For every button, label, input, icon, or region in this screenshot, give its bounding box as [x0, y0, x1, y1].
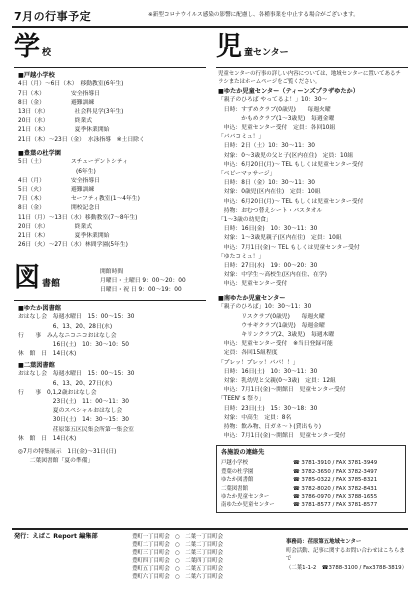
list-item: 「パパコミュ！」 — [218, 134, 265, 141]
list-item: 21日（木） 夏季休業開始 — [18, 127, 110, 134]
list-item: 申込：7月1日(金)〜 TEL もしくは児童センター受付 — [218, 244, 360, 251]
office-line: 町会活動、記事に関するお問い合わせはこちらまで — [286, 547, 405, 562]
list-item: 対象：中高生 定員：8名 — [218, 414, 292, 421]
footer — [12, 532, 408, 584]
section-heading: ■ゆたか図書館 — [18, 305, 61, 312]
list-item: おはなし会 毎週水曜日 15：00〜15：30 — [18, 371, 135, 378]
list-item: 5日（火） 避難訓練 — [18, 186, 95, 193]
list-item: 対象：0歳児(区内在住) 定員：10組 — [218, 189, 321, 196]
school-heading — [14, 34, 51, 60]
list-item: 4日（月）〜6日（木） 移動教室(6年生) — [18, 81, 124, 88]
library-hours — [100, 268, 210, 296]
children-intro: 児童センターの行事の詳しい内容については、地域センターに置いてあるチラシまたはホームページをご覧ください。 — [218, 71, 401, 85]
list-item: リスクラブ(0歳児) 毎週火曜 — [218, 313, 325, 320]
list-item: 申込：7月1日(金)〜開館日 児童センター受付 — [218, 433, 346, 440]
list-item: 6、13、20、27日(水) — [18, 380, 113, 387]
hours-line: 日曜日・祝 日 9：00〜19：00 — [100, 287, 182, 294]
contact-name: 豊葉の杜学園 — [221, 468, 254, 475]
list-item: 日時：16日(金) 10：30〜11：30 — [218, 226, 318, 233]
footer-divider — [12, 528, 408, 530]
list-item: 30日(土) 14：30〜15：30 — [18, 417, 129, 424]
header-divider — [12, 26, 408, 28]
library-label: 書館 — [41, 279, 60, 289]
hours-line: 月曜日・土曜日 9：00〜20：00 — [100, 278, 186, 285]
list-item: 7日（木） セーフティ教室(1〜4年生) — [18, 196, 140, 203]
list-item: 対象：1〜3歳児親子(区内在住) 定員：10組 — [218, 235, 342, 242]
contacts-box — [216, 445, 406, 513]
list-item: 持物：飲み物、日ガネ〜ト(貸出もり) — [218, 424, 322, 430]
contact-row — [221, 493, 401, 501]
contact-tel: ☎ 3781-8577 / FAX 3781-8577 — [293, 502, 378, 509]
page-title: 7月の行事予定 — [14, 10, 92, 23]
list-item: 23日(土) 11：00〜11：30 — [18, 398, 129, 405]
list-item: 8日（金） 避難訓練 — [18, 99, 95, 106]
list-item: 21日（木） 夏季休業開始 — [18, 232, 110, 239]
list-item: 「1〜3歳の幼児食」 — [218, 217, 272, 223]
children-section-minami-yutaka — [218, 295, 408, 441]
list-item: 20日（水） 終業式 — [18, 118, 93, 125]
section-heading: ■豊葉の杜学園 — [18, 150, 61, 157]
list-item: 日時：2日（土）10：30〜11：30 — [218, 143, 315, 150]
footer-publisher: 発行：えばこ Report 編集部 — [14, 533, 98, 540]
list-item: 「ベビーマッサージ」 — [218, 170, 276, 177]
contact-tel: ☎ 3782-3650 / FAX 3782-3497 — [293, 468, 378, 475]
list-item: 休 館 日 14日(木) — [18, 351, 77, 358]
list-item: 日時：16日(土) 10：30〜11：30 — [218, 368, 318, 375]
contact-tel: ☎ 3785-0322 / FAX 3785-8321 — [293, 477, 378, 484]
library-section-yutaka — [18, 305, 208, 359]
list-item: 日時：27日(水) 19：00〜20：30 — [218, 263, 318, 270]
list-item: 申込：7月1日(金)〜開館日 児童センター受付 — [218, 387, 346, 394]
list-item: 休 館 日 14日(木) — [18, 435, 77, 442]
list-item: 6、13、20、28日(水) — [18, 323, 113, 330]
list-item: 夏のスペシャルおはなし会 — [18, 408, 123, 415]
list-item: 行 事 0,1,2歳おはなし会 — [18, 389, 97, 396]
children-label: 童センター — [243, 48, 289, 58]
contacts-title: 各施設の連絡先 — [221, 449, 265, 456]
list-item: 対象：0〜3歳児の父と子(区内在住) 定員：10組 — [218, 152, 354, 159]
list-item: 21日（木）〜23日（金） 水泳指導 ※土日除く — [18, 136, 145, 143]
list-item: 日時：23日(土) 15：30〜18：30 — [218, 405, 318, 412]
contact-row — [221, 459, 401, 467]
list-item: 「親子のひろば やってるよ！」10：30〜 — [218, 97, 328, 104]
list-item: 7日（木） 安全指導日 — [18, 90, 100, 97]
office-line: 事務局：荏原第五地域センター — [286, 539, 362, 545]
list-item: 荏原第五区民集会所第一集会室 — [18, 426, 134, 433]
list-item: 13日（水） 社会科見学(3年生) — [18, 108, 124, 115]
list-item: 申込：6月20日(月)〜 TEL もしくは児童センター受付 — [218, 161, 364, 168]
list-item: 「プレッ！プレッ！パパ！！」 — [218, 359, 299, 366]
hours-line: 開館時間 — [100, 269, 124, 275]
list-item: 「TEEN' s 祭り」 — [218, 396, 265, 403]
list-item: 定員：各回15組程度 — [218, 350, 278, 357]
office-line: （二葉1-1-2 ☎3788-3100 / Fax3788-3819） — [286, 564, 407, 571]
list-item: 申込：児童センター受付 ※当日登録可能 — [218, 341, 333, 348]
contact-name: ゆたか児童センター — [221, 493, 270, 500]
list-item: 16日(土) 10：30〜10：50 — [18, 341, 129, 348]
list-item: 日時：8日（金）10：30〜11：30 — [218, 180, 315, 187]
list-item: 8日（金） 開校記念日 — [18, 205, 100, 212]
list-item: ウサギクラブ(1歳児) 毎週金曜 — [218, 322, 325, 329]
list-item: 日時：すずめクラブ(0歳児) 毎週火曜 — [218, 106, 331, 113]
children-divider — [216, 67, 408, 68]
list-item: 申込：6月20日(月)〜 TEL もしくは児童センター受付 — [218, 198, 364, 205]
library-section-futaba — [18, 362, 208, 444]
library-heading — [14, 265, 60, 291]
contact-row — [221, 468, 401, 476]
school-label: 校 — [41, 48, 51, 58]
list-item: おはなし会 毎週水曜日 15：00〜15：30 — [18, 314, 135, 321]
contact-row — [221, 485, 401, 493]
library-kanji: 図 — [14, 263, 41, 293]
footer-office — [286, 538, 406, 572]
section-heading: ■ゆたか児童センター（ティーンズプラザゆたか） — [218, 88, 359, 95]
library-feature-exhibit — [18, 448, 208, 466]
list-item: かもめクラブ(1〜3歳児) 毎週金曜 — [218, 115, 335, 122]
list-item: 「親子のひろば」10：30〜11：30 — [218, 304, 312, 311]
section-heading: ■戸越小学校 — [18, 72, 55, 79]
library-divider — [14, 300, 206, 301]
contact-name: 南ゆたか児童センター — [221, 502, 275, 509]
list-item: 20日（水） 終業式 — [18, 223, 93, 230]
list-item: (6年生) — [18, 168, 96, 175]
member-row: 豊町五丁目町会 ○ 二葉五丁目町会 — [132, 566, 223, 572]
children-section-yutaka — [218, 88, 408, 290]
member-row: 豊町三丁目町会 ○ 二葉三丁目町会 — [132, 550, 223, 556]
section-heading: ■二葉図書館 — [18, 362, 55, 369]
header-note: ※新型コロナウイルス感染の影響に配慮し、各種事業を中止する場合がございます。 — [148, 12, 359, 18]
contact-tel: ☎ 3781-3910 / FAX 3781-3949 — [293, 460, 378, 467]
section-heading: ■南ゆたか児童センター — [218, 295, 286, 302]
list-item: 「ゆたコミュ！」 — [218, 253, 265, 260]
list-item: 11日（月）〜13日（水）移動教室(7〜8年生) — [18, 214, 138, 221]
contact-tel: ☎ 3782-8020 / FAX 3782-8431 — [293, 485, 378, 492]
school-divider — [14, 67, 206, 68]
contact-tel: ☎ 3786-0970 / FAX 3788-1655 — [293, 493, 378, 500]
list-item: ◎7月の特集展示 1日(金)〜31日(日) — [18, 449, 117, 455]
list-item: 対象：乳幼児と父親(0〜3歳) 定員：12組 — [218, 377, 336, 384]
children-heading — [216, 34, 289, 60]
list-item: 対象：中学生〜高校生(区内在住、在学) — [218, 272, 327, 279]
contact-row — [221, 501, 401, 509]
list-item: 申込：児童センター受付 — [218, 281, 288, 288]
list-item: 二葉図書館「夏の準備」 — [18, 458, 94, 465]
list-item: 26日（火）〜27日（水）林間学園(5年生) — [18, 242, 128, 249]
footer-members — [132, 533, 282, 581]
contact-name: 二葉図書館 — [221, 485, 248, 492]
school-kanji: 学 — [14, 32, 41, 62]
children-kanji: 児 — [216, 32, 243, 62]
list-item: 申込：児童センター受付 定員：各回10組 — [218, 124, 336, 131]
member-row: 豊町二丁目町会 ○ 二葉二丁目町会 — [132, 542, 223, 548]
member-row: 豊町六丁目町会 ○ 二葉六丁目町会 — [132, 574, 223, 580]
list-item: 行 事 みんなニコニコおはなし会 — [18, 332, 117, 339]
contact-name: ゆたか図書館 — [221, 477, 254, 484]
contact-row — [221, 476, 401, 484]
member-row: 豊町四丁目町会 ○ 二葉四丁目町会 — [132, 558, 223, 564]
school-section-toyoha — [18, 150, 208, 250]
school-section-togoshi — [18, 72, 208, 145]
member-row: 豊町一丁目町会 ○ 二葉一丁目町会 — [132, 534, 223, 540]
list-item: 持物：おむつ替えシート・バスタオル — [218, 207, 323, 214]
list-item: 4日（月） 安全指導日 — [18, 177, 100, 184]
contact-name: 戸越小学校 — [221, 460, 248, 467]
list-item: 5日（土） スチューデントシティ — [18, 159, 129, 166]
list-item: キリンクラブ(2、3歳児) 毎週木曜 — [218, 331, 335, 338]
